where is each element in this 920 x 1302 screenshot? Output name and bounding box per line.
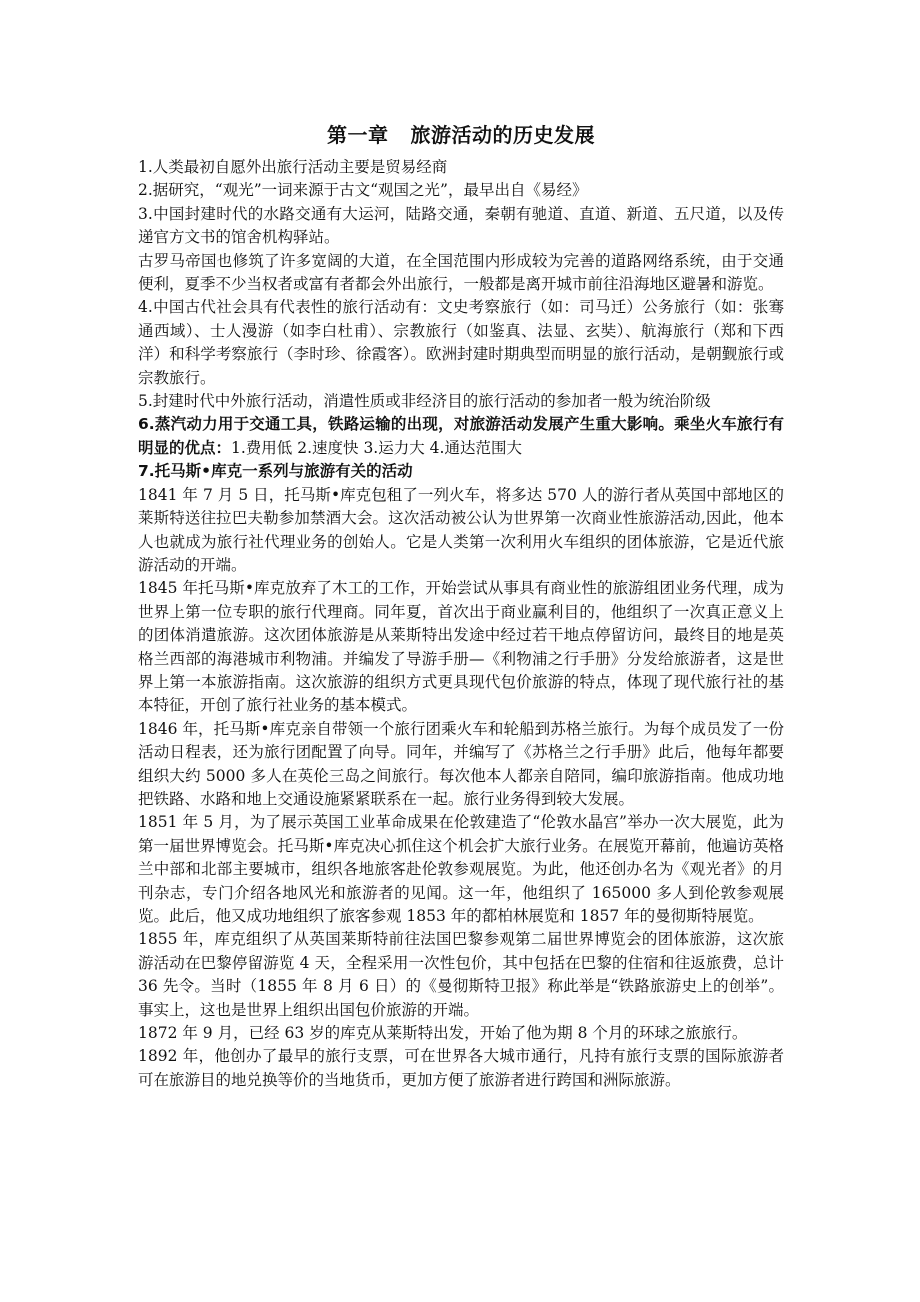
paragraph-3: 3.中国封建时代的水路交通有大运河，陆路交通，秦朝有驰道、直道、新道、五尺道，以及传递官方文书的馆舍机构驿站。	[138, 204, 784, 247]
paragraph-1845: 1845 年托马斯•库克放弃了木工的工作，开始尝试从事具有商业性的旅游组团业务代理，成为世界上第一位专职的旅行代理商。同年夏，首次出于商业赢利目的，他组织了一次真正意义上的团体消遣旅游。这次团体旅游是从莱斯特出发途中经过若干地点停留访问，最终目的地是英格兰西部的海港城市利物浦。并编发了导游手册—《利物浦之行手册》分发给旅游者，这是世界上第一本旅游指南。这次旅游的组织方式更具现代包价旅游的特点，体现了现代旅行社的基本特征，开创了旅行社业务的基本模式。	[138, 579, 784, 715]
paragraph-4: 4.中国古代社会具有代表性的旅行活动有：文史考察旅行（如：司马迁）公务旅行（如：张骞通西域）、士人漫游（如李白杜甫）、宗教旅行（如鉴真、法显、玄奘）、航海旅行（郑和下西洋）和科学考察旅行（李时珍、徐霞客）。欧洲封建时期典型而明显的旅行活动，是朝觐旅行或宗教旅行。	[138, 298, 784, 387]
paragraph-1851: 1851 年 5 月，为了展示英国工业革命成果在伦敦建造了“伦敦水晶宫”举办一次大展览，此为第一届世界博览会。托马斯•库克决心抓住这个机会扩大旅行业务。在展览开幕前，他遍访英格兰中部和北部主要城市，组织各地旅客赴伦敦参观展览。为此，他还创办名为《观光者》的月刊杂志，专门介绍各地风光和旅游者的见闻。这一年，他组织了 165000 多人到伦敦参观展览。此后，他又成功地组织了旅客参观 1853 年的都柏林展览和 1857 年的曼彻斯特展览。	[138, 813, 784, 925]
paragraph-1841: 1841 年 7 月 5 日，托马斯•库克包租了一列火车，将多达 570 人的游行者从英国中部地区的莱斯特送往拉巴夫勒参加禁酒大会。这次活动被公认为世界第一次商业性旅游活动,因此，他本人也就成为旅行社代理业务的创始人。它是人类第一次利用火车组织的团体旅游，它是近代旅游活动的开端。	[138, 485, 784, 574]
paragraph-5: 5.封建时代中外旅行活动，消遣性质或非经济目的旅行活动的参加者一般为统治阶级	[138, 392, 711, 411]
paragraph-2: 2.据研究，“观光”一词来源于古文“观国之光”，最早出自《易经》	[138, 181, 588, 200]
title-text: 旅游活动的历史发展	[410, 123, 595, 147]
document-page	[138, 118, 784, 1092]
paragraph-1872: 1872 年 9 月，已经 63 岁的库克从莱斯特出发，开始了他为期 8 个月的环球之旅旅行。	[138, 1024, 748, 1043]
paragraph-1: 1.人类最初自愿外出旅行活动主要是贸易经商	[138, 158, 448, 176]
title-chapter: 第一章	[327, 123, 389, 147]
paragraph-6	[138, 413, 784, 460]
page-title	[138, 118, 784, 152]
paragraph-1846: 1846 年，托马斯•库克亲自带领一个旅行团乘火车和轮船到苏格兰旅行。为每个成员发了一份活动日程表，还为旅行团配置了向导。同年，并编写了《苏格兰之行手册》此后，他每年都要组织大约 5000 多人在英伦三岛之间旅行。每次他本人都亲自陪同，编印旅游指南。他成功地把铁路、水路和地上交通设施紧紧联系在一起。旅行业务得到较大发展。	[138, 719, 784, 808]
paragraph-roman-roads: 古罗马帝国也修筑了许多宽阔的大道，在全国范围内形成较为完善的道路网络系统，由于交通便利，夏季不少当权者或富有者都会外出旅行，一般都是离开城市前往沿海地区避暑和游览。	[138, 251, 784, 294]
paragraph-6-rest: 1.费用低 2.速度快 3.运力大 4.通达范围大	[231, 438, 522, 457]
section-heading-7: 7.托马斯•库克一系列与旅游有关的活动	[138, 462, 413, 481]
paragraph-1892: 1892 年，他创办了最早的旅行支票，可在世界各大城市通行，凡持有旅行支票的国际旅游者可在旅游目的地兑换等价的当地货币，更加方便了旅游者进行跨国和洲际旅游。	[138, 1047, 784, 1089]
paragraph-1855: 1855 年，库克组织了从英国莱斯特前往法国巴黎参观第二届世界博览会的团体旅游，这次旅游活动在巴黎停留游览 4 天，全程采用一次性包价，其中包括在巴黎的住宿和往返旅费，总计 36 先令。当时（1855 年 8 月 6 日）的《曼彻斯特卫报》称此举是“铁路旅游史上的创举”。事实上，这也是世界上组织出国包价旅游的开端。	[138, 930, 784, 1019]
paragraph-6-bold: 6.蒸汽动力用于交通工具，铁路运输的出现，对旅游活动发展产生重大影响。乘坐火车旅行有明显的优点：	[138, 415, 784, 457]
